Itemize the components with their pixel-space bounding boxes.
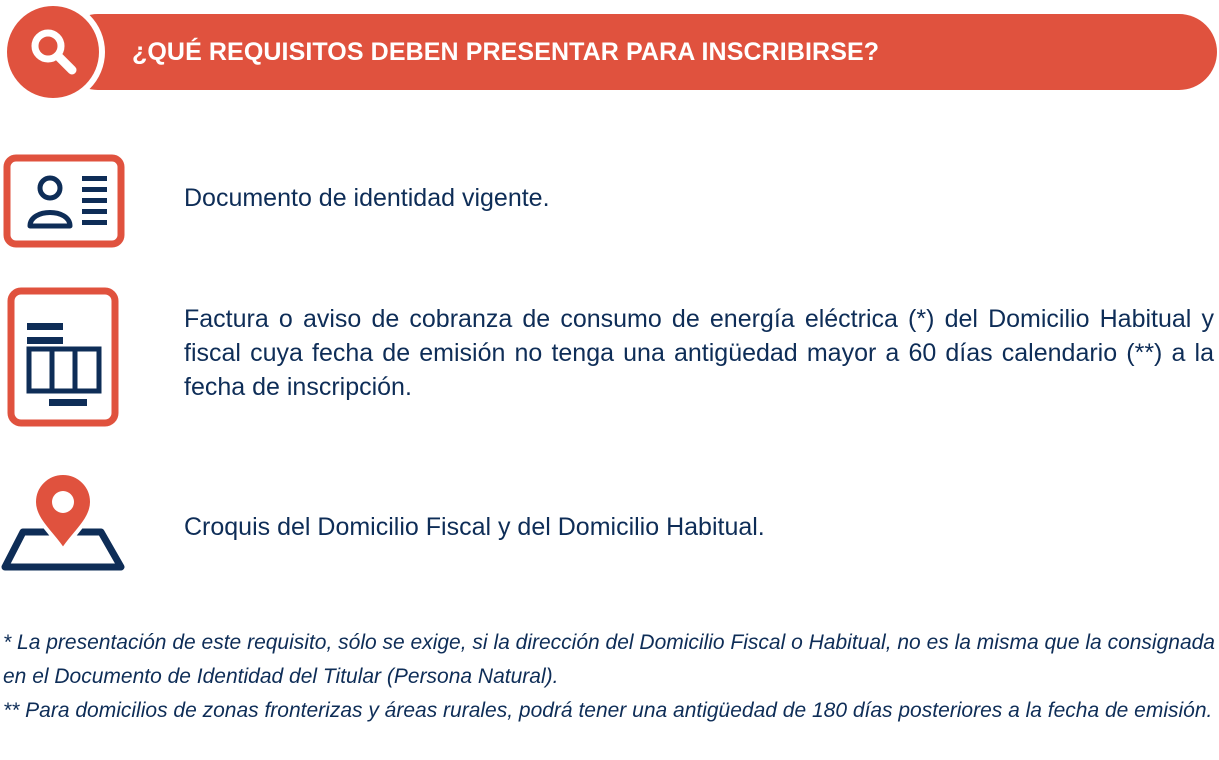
footnotes xyxy=(3,626,1215,728)
requirement-text-2: Factura o aviso de cobranza de consumo de energía eléctrica (*) del Domicilio Habitual y fiscal cuya fecha de emisión no tenga una antigüedad mayor a 60 días calendario (**) a la fecha de inscripción. xyxy=(184,305,1214,401)
invoice-icon xyxy=(7,287,119,427)
map-pin-icon xyxy=(1,472,125,572)
footnote-1: * La presentación de este requisito, sólo se exige, si la dirección del Domicilio Fiscal o Habitual, no es la misma que la consignada en el Documento de Identidad del Titular (Persona Natural). xyxy=(3,631,1215,688)
footnote-2: ** Para domicilios de zonas fronterizas y áreas rurales, podrá tener una antigüedad de 180 días posteriores a la fecha de emisión. xyxy=(3,699,1213,722)
search-icon xyxy=(1,0,105,104)
requirement-text-1: Documento de identidad vigente. xyxy=(184,184,550,212)
id-card-icon xyxy=(3,154,125,248)
page-title: ¿QUÉ REQUISITOS DEBEN PRESENTAR PARA INSCRIBIRSE? xyxy=(132,38,880,66)
requirement-text-3: Croquis del Domicilio Fiscal y del Domicilio Habitual. xyxy=(184,513,765,541)
search-badge xyxy=(1,0,105,104)
